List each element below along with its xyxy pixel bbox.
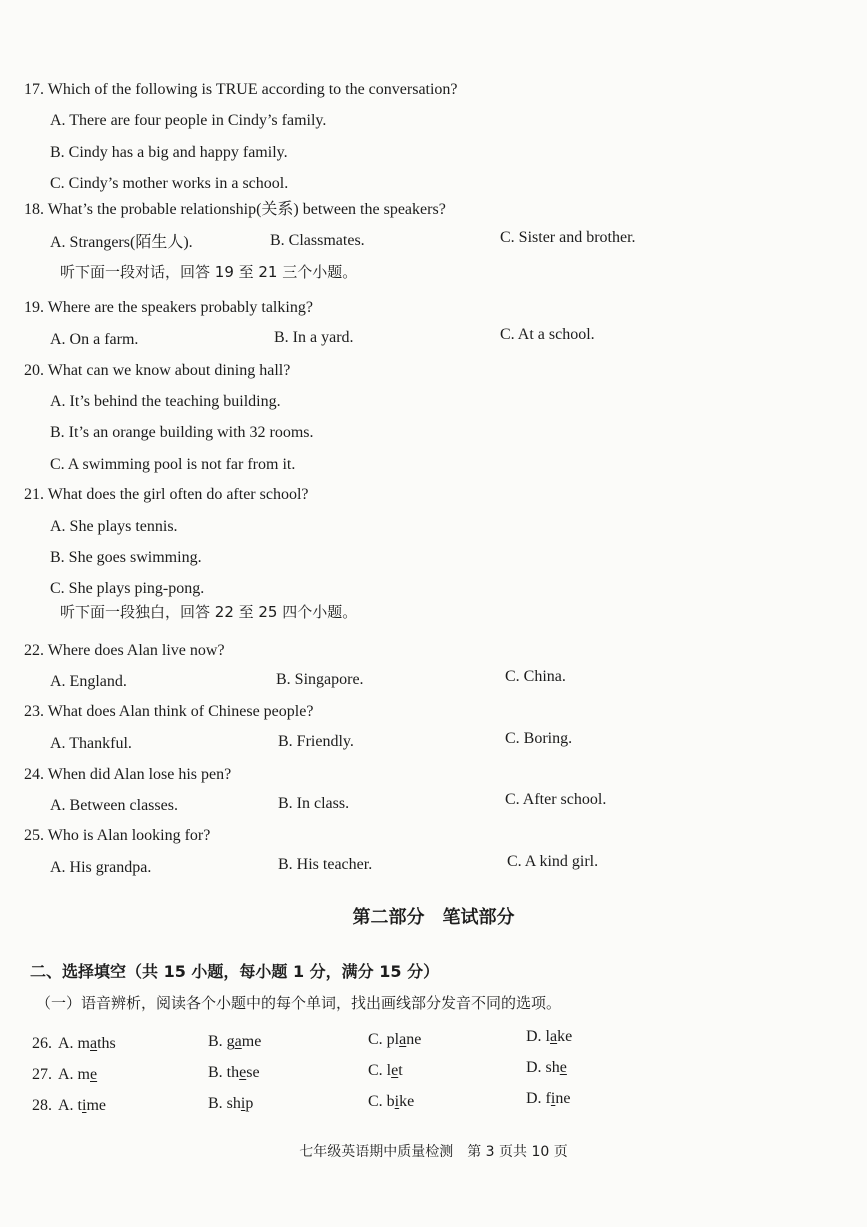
q19-option-b: B. In a yard.	[274, 329, 354, 346]
q17-option-a: A. There are four people in Cindy’s family.	[50, 112, 327, 129]
q23-option-c: C. Boring.	[505, 730, 573, 747]
q27-option-d: D. she	[526, 1059, 567, 1076]
q19-option-c: C. At a school.	[500, 326, 595, 343]
question-23: 23. What does Alan think of Chinese people?	[24, 703, 314, 720]
question-24: 24. When did Alan lose his pen?	[24, 766, 232, 783]
q24-option-b: B. In class.	[278, 795, 350, 812]
question-25: 25. Who is Alan looking for?	[24, 827, 211, 844]
q22-option-c: C. China.	[505, 668, 566, 685]
q27-option-a: A. me	[58, 1066, 98, 1083]
question-20: 20. What can we know about dining hall?	[24, 362, 291, 379]
q17-option-c: C. Cindy’s mother works in a school.	[50, 175, 289, 192]
q26-option-a: A. maths	[58, 1035, 116, 1052]
q28-option-d: D. fine	[526, 1090, 571, 1107]
q28-option-b: B. ship	[208, 1095, 254, 1112]
listening-instruction-2: 听下面一段独白，回答 22 至 25 四个小题。	[60, 603, 358, 621]
q21-option-b: B. She goes swimming.	[50, 549, 202, 566]
question-18: 18. What’s the probable relationship(关系) between the speakers?	[24, 201, 446, 218]
q27-option-c: C. let	[368, 1062, 403, 1079]
q24-option-a: A. Between classes.	[50, 797, 178, 814]
subsection-one-instruction: （一）语音辨析，阅读各个小题中的每个单词，找出画线部分发音不同的选项。	[36, 994, 562, 1012]
q26-option-d: D. lake	[526, 1028, 573, 1045]
q18-option-b: B. Classmates.	[270, 232, 365, 249]
q21-option-a: A. She plays tennis.	[50, 518, 178, 535]
q18-option-c: C. Sister and brother.	[500, 229, 636, 246]
page-footer: 七年级英语期中质量检测 第 3 页共 10 页	[299, 1144, 568, 1160]
q19-option-a: A. On a farm.	[50, 331, 139, 348]
listening-instruction-1: 听下面一段对话，回答 19 至 21 三个小题。	[60, 263, 358, 281]
q18-option-a: A. Strangers(陌生人).	[50, 234, 193, 251]
q28-option-a: A. time	[58, 1097, 106, 1114]
question-21: 21. What does the girl often do after school?	[24, 486, 309, 503]
q20-option-c: C. A swimming pool is not far from it.	[50, 456, 296, 473]
q26-option-b: B. game	[208, 1033, 262, 1050]
question-22: 22. Where does Alan live now?	[24, 642, 225, 659]
q23-option-b: B. Friendly.	[278, 733, 354, 750]
q26-number: 26.	[32, 1035, 52, 1052]
q22-option-a: A. England.	[50, 673, 127, 690]
q22-option-b: B. Singapore.	[276, 671, 364, 688]
q25-option-c: C. A kind girl.	[507, 853, 599, 870]
q21-option-c: C. She plays ping-pong.	[50, 580, 205, 597]
part-two-title: 第二部分 笔试部分	[352, 907, 515, 928]
q28-option-c: C. bike	[368, 1093, 415, 1110]
q17-option-b: B. Cindy has a big and happy family.	[50, 144, 288, 161]
q23-option-a: A. Thankful.	[50, 735, 132, 752]
q20-option-a: A. It’s behind the teaching building.	[50, 393, 281, 410]
question-17: 17. Which of the following is TRUE according to the conversation?	[24, 81, 458, 98]
q27-number: 27.	[32, 1066, 52, 1083]
section-two-heading: 二、选择填空（共 15 小题，每小题 1 分，满分 15 分）	[30, 962, 440, 981]
q25-option-b: B. His teacher.	[278, 856, 373, 873]
q26-option-c: C. plane	[368, 1031, 422, 1048]
q24-option-c: C. After school.	[505, 791, 607, 808]
q27-option-b: B. these	[208, 1064, 260, 1081]
question-19: 19. Where are the speakers probably talking?	[24, 299, 313, 316]
q25-option-a: A. His grandpa.	[50, 859, 152, 876]
q20-option-b: B. It’s an orange building with 32 rooms.	[50, 424, 314, 441]
q28-number: 28.	[32, 1097, 52, 1114]
